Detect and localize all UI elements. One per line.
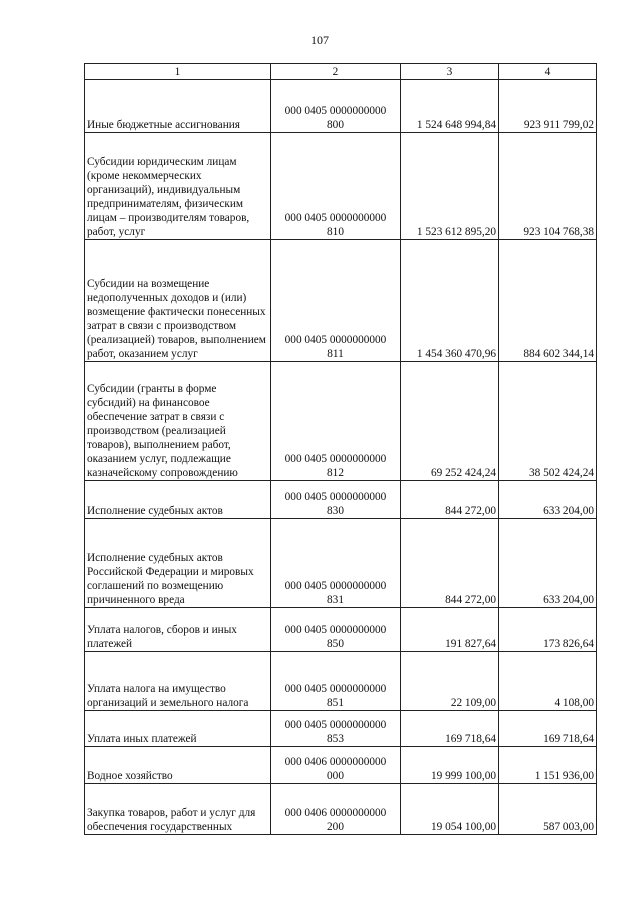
row-code	[271, 519, 401, 608]
code-line: 200	[327, 821, 344, 833]
row-name: Иные бюджетные ассигнования	[85, 80, 271, 133]
code-line: 000 0406 0000000000	[284, 756, 387, 768]
table-row	[85, 784, 597, 835]
column-header: 1	[85, 64, 271, 80]
row-amount: 844 272,00	[401, 519, 499, 608]
row-code	[271, 652, 401, 711]
row-amount: 4 108,00	[499, 652, 597, 711]
row-amount: 1 151 936,00	[499, 747, 597, 784]
row-amount: 1 524 648 994,84	[401, 80, 499, 133]
row-name: Субсидии юридическим лицам (кроме некоммерческих организаций), индивидуальным предпринимателям, физическим лицам – производителям товаров, работ, услуг	[85, 133, 271, 240]
page-number: 107	[311, 33, 329, 47]
table-row	[85, 711, 597, 747]
row-code	[271, 80, 401, 133]
code-line: 000 0405 0000000000	[284, 105, 387, 117]
table-row	[85, 133, 597, 240]
row-name: Уплата налогов, сборов и иных платежей	[85, 608, 271, 652]
row-amount: 633 204,00	[499, 481, 597, 519]
row-amount: 844 272,00	[401, 481, 499, 519]
row-name: Исполнение судебных актов	[85, 481, 271, 519]
code-line: 851	[327, 697, 344, 709]
row-code	[271, 133, 401, 240]
column-header: 3	[401, 64, 499, 80]
row-code	[271, 608, 401, 652]
code-line: 853	[327, 733, 344, 745]
code-line: 000 0405 0000000000	[284, 580, 387, 592]
row-amount: 587 003,00	[499, 784, 597, 835]
table-row	[85, 608, 597, 652]
row-amount: 1 523 612 895,20	[401, 133, 499, 240]
column-header: 4	[499, 64, 597, 80]
row-amount: 923 104 768,38	[499, 133, 597, 240]
code-line: 812	[327, 467, 344, 479]
row-amount: 1 454 360 470,96	[401, 240, 499, 362]
row-amount: 169 718,64	[401, 711, 499, 747]
code-line: 850	[327, 638, 344, 650]
row-amount: 38 502 424,24	[499, 362, 597, 481]
code-line: 810	[327, 226, 344, 238]
code-line: 000 0405 0000000000	[284, 624, 387, 636]
budget-table	[84, 63, 597, 835]
table-row	[85, 747, 597, 784]
row-name: Закупка товаров, работ и услуг для обеспечения государственных	[85, 784, 271, 835]
row-name: Уплата налога на имущество организаций и земельного налога	[85, 652, 271, 711]
row-amount: 633 204,00	[499, 519, 597, 608]
row-amount: 22 109,00	[401, 652, 499, 711]
row-code	[271, 711, 401, 747]
code-line: 000 0405 0000000000	[284, 453, 387, 465]
row-amount: 19 054 100,00	[401, 784, 499, 835]
row-code	[271, 747, 401, 784]
code-line: 800	[327, 119, 344, 131]
table-header-row	[85, 64, 597, 80]
table-row	[85, 362, 597, 481]
code-line: 000 0405 0000000000	[284, 719, 387, 731]
row-amount: 169 718,64	[499, 711, 597, 747]
table-row	[85, 519, 597, 608]
row-code	[271, 240, 401, 362]
row-amount: 69 252 424,24	[401, 362, 499, 481]
table-row	[85, 481, 597, 519]
row-code	[271, 362, 401, 481]
column-header: 2	[271, 64, 401, 80]
row-name: Уплата иных платежей	[85, 711, 271, 747]
row-code	[271, 481, 401, 519]
code-line: 830	[327, 505, 344, 517]
code-line: 000 0405 0000000000	[284, 212, 387, 224]
row-amount: 191 827,64	[401, 608, 499, 652]
row-amount: 173 826,64	[499, 608, 597, 652]
table-row	[85, 240, 597, 362]
code-line: 000 0406 0000000000	[284, 807, 387, 819]
code-line: 000 0405 0000000000	[284, 491, 387, 503]
row-amount: 923 911 799,02	[499, 80, 597, 133]
row-name: Водное хозяйство	[85, 747, 271, 784]
row-amount: 19 999 100,00	[401, 747, 499, 784]
row-code	[271, 784, 401, 835]
code-line: 000	[327, 770, 344, 782]
row-name: Субсидии (гранты в форме субсидий) на финансовое обеспечение затрат в связи с производством (реализацией товаров), выполнением работ, оказанием услуг, подлежащие казначейскому сопровождению	[85, 362, 271, 481]
table-row	[85, 652, 597, 711]
code-line: 831	[327, 594, 344, 606]
code-line: 811	[327, 348, 344, 360]
code-line: 000 0405 0000000000	[284, 683, 387, 695]
row-name: Исполнение судебных актов Российской Федерации и мировых соглашений по возмещению причиненного вреда	[85, 519, 271, 608]
row-amount: 884 602 344,14	[499, 240, 597, 362]
row-name: Субсидии на возмещение недополученных доходов и (или) возмещение фактически понесенных затрат в связи с производством (реализацией) товаров, выполнением работ, оказанием услуг	[85, 240, 271, 362]
table-row	[85, 80, 597, 133]
code-line: 000 0405 0000000000	[284, 334, 387, 346]
